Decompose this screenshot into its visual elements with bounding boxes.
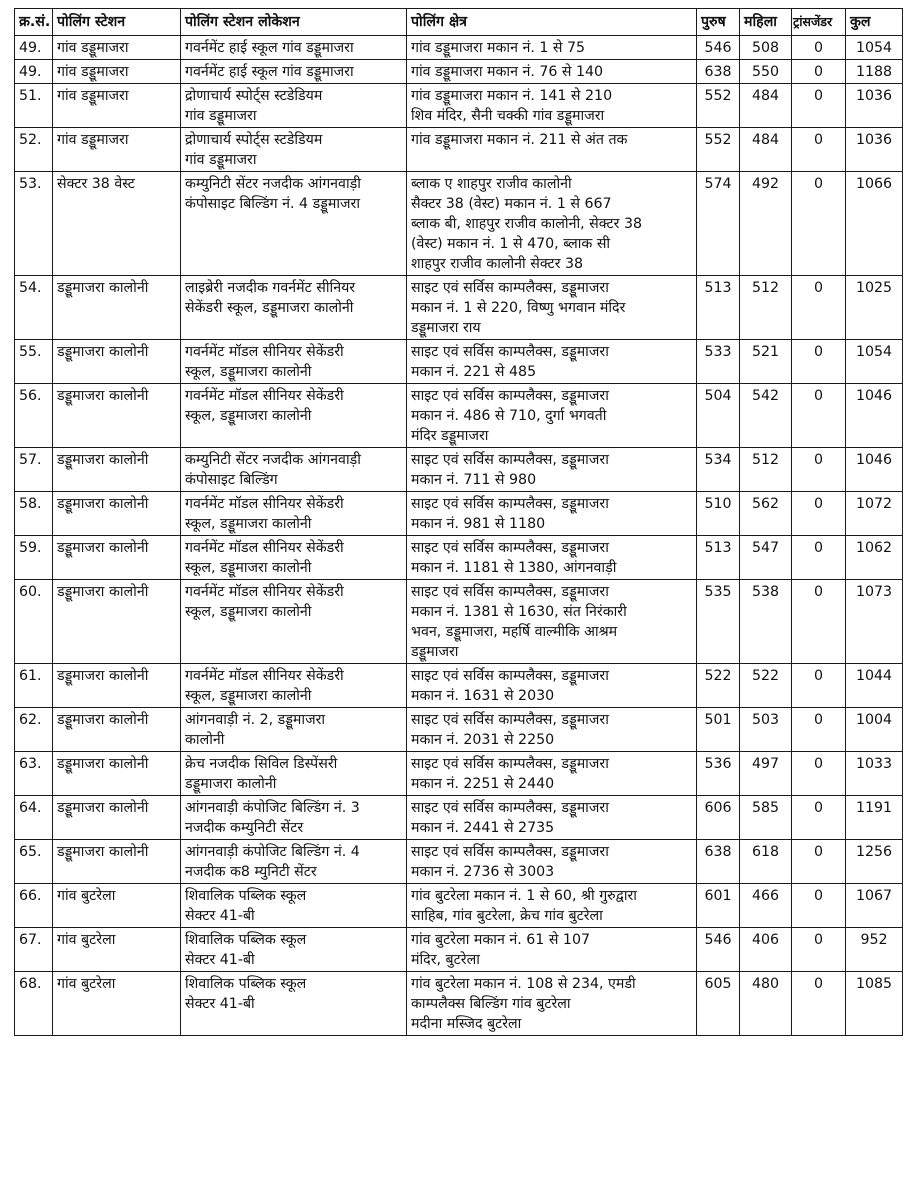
- cell-total: 1025: [846, 276, 903, 340]
- cell-female: 492: [740, 172, 792, 276]
- cell-area: [407, 492, 697, 536]
- cell-sr: 63.: [15, 752, 53, 796]
- cell-area-line: डड्डूमाजरा: [411, 644, 459, 660]
- cell-station-line: डड्डूमाजरा कालोनी: [57, 712, 149, 728]
- cell-area-line: ब्लाक बी, शाहपुर राजीव कालोनी, सेक्टर 38: [411, 216, 642, 232]
- cell-station: [53, 172, 181, 276]
- cell-location-line: कम्युनिटी सेंटर नजदीक आंगनवाड़ी: [185, 176, 361, 192]
- cell-location-line: गवर्नमेंट मॉडल सीनियर सेकेंडरी: [185, 388, 344, 404]
- cell-location: [181, 60, 407, 84]
- cell-male: 546: [697, 36, 740, 60]
- cell-area: [407, 448, 697, 492]
- cell-location-line: सेक्टर 41-बी: [185, 996, 255, 1012]
- cell-total: 1066: [846, 172, 903, 276]
- cell-total: 1036: [846, 84, 903, 128]
- cell-location: [181, 340, 407, 384]
- cell-area-line: शिव मंदिर, सैनी चक्की गांव डड्डूमाजरा: [411, 108, 605, 124]
- cell-station-line: सेक्टर 38 वेस्ट: [57, 176, 135, 192]
- cell-area: [407, 128, 697, 172]
- cell-area-line: मकान नं. 981 से 1180: [411, 516, 546, 532]
- cell-area-line: मकान नं. 1631 से 2030: [411, 688, 555, 704]
- cell-sr: 61.: [15, 664, 53, 708]
- cell-station: [53, 60, 181, 84]
- cell-location-line: लाइब्रेरी नजदीक गवर्नमेंट सीनियर: [185, 280, 356, 296]
- cell-sr: 65.: [15, 840, 53, 884]
- header-total: कुल: [846, 9, 903, 36]
- cell-location-line: कंपोसाइट बिल्डिंग: [185, 472, 278, 488]
- cell-area-line: गांव बुटरेला मकान नं. 1 से 60, श्री गुरुद्वारा: [411, 888, 637, 904]
- cell-location-line: शिवालिक पब्लिक स्कूल: [185, 932, 307, 948]
- cell-location-line: कंपोसाइट बिल्डिंग नं. 4 डड्डूमाजरा: [185, 196, 361, 212]
- cell-total: 1044: [846, 664, 903, 708]
- cell-area-line: मकान नं. 2251 से 2440: [411, 776, 555, 792]
- cell-station: [53, 84, 181, 128]
- cell-area: [407, 84, 697, 128]
- cell-male: 638: [697, 840, 740, 884]
- cell-sr: 56.: [15, 384, 53, 448]
- table-row: [15, 664, 903, 708]
- cell-sr: 68.: [15, 972, 53, 1036]
- cell-station-line: डड्डूमाजरा कालोनी: [57, 452, 149, 468]
- cell-male: 510: [697, 492, 740, 536]
- cell-location-line: सेकेंडरी स्कूल, डड्डूमाजरा कालोनी: [185, 300, 354, 316]
- cell-area-line: साइट एवं सर्विस काम्पलैक्स, डड्डूमाजरा: [411, 756, 609, 772]
- cell-female: 508: [740, 36, 792, 60]
- cell-area-line: मकान नं. 1381 से 1630, संत निरंकारी: [411, 604, 627, 620]
- table-row: [15, 492, 903, 536]
- cell-area: [407, 884, 697, 928]
- cell-location-line: स्कूल, डड्डूमाजरा कालोनी: [185, 688, 312, 704]
- cell-location-line: द्रोणाचार्य स्पोर्ट्स स्टडेडियम: [185, 88, 323, 104]
- cell-location-line: स्कूल, डड्डूमाजरा कालोनी: [185, 364, 312, 380]
- cell-male: 504: [697, 384, 740, 448]
- cell-station: [53, 664, 181, 708]
- cell-sr: 60.: [15, 580, 53, 664]
- cell-female: 503: [740, 708, 792, 752]
- cell-area-line: गांव डड्डूमाजरा मकान नं. 211 से अंत तक: [411, 132, 628, 148]
- cell-total: 1054: [846, 36, 903, 60]
- cell-location: [181, 276, 407, 340]
- cell-location: [181, 84, 407, 128]
- cell-area-line: गांव डड्डूमाजरा मकान नं. 141 से 210: [411, 88, 613, 104]
- cell-area: [407, 752, 697, 796]
- cell-total: 1073: [846, 580, 903, 664]
- cell-female: 522: [740, 664, 792, 708]
- cell-male: 522: [697, 664, 740, 708]
- cell-male: 601: [697, 884, 740, 928]
- cell-male: 513: [697, 536, 740, 580]
- cell-location: [181, 796, 407, 840]
- cell-location: [181, 884, 407, 928]
- cell-total: 1054: [846, 340, 903, 384]
- cell-area-line: मकान नं. 486 से 710, दुर्गा भगवती: [411, 408, 607, 424]
- cell-location-line: कम्युनिटी सेंटर नजदीक आंगनवाड़ी: [185, 452, 361, 468]
- cell-area: [407, 840, 697, 884]
- cell-location: [181, 536, 407, 580]
- cell-station-line: गांव डड्डूमाजरा: [57, 64, 129, 80]
- cell-transgender: 0: [792, 84, 846, 128]
- cell-location-line: गांव डड्डूमाजरा: [185, 152, 257, 168]
- cell-station-line: डड्डूमाजरा कालोनी: [57, 584, 149, 600]
- cell-station-line: गांव डड्डूमाजरा: [57, 132, 129, 148]
- cell-location: [181, 580, 407, 664]
- table-row: [15, 384, 903, 448]
- cell-location-line: गवर्नमेंट हाई स्कूल गांव डड्डूमाजरा: [185, 40, 354, 56]
- cell-location-line: डड्डूमाजरा कालोनी: [185, 776, 277, 792]
- cell-sr: 58.: [15, 492, 53, 536]
- cell-transgender: 0: [792, 384, 846, 448]
- cell-total: 1046: [846, 384, 903, 448]
- cell-transgender: 0: [792, 128, 846, 172]
- cell-male: 513: [697, 276, 740, 340]
- cell-area-line: साइट एवं सर्विस काम्पलैक्स, डड्डूमाजरा: [411, 800, 609, 816]
- cell-transgender: 0: [792, 448, 846, 492]
- cell-station: [53, 796, 181, 840]
- cell-transgender: 0: [792, 580, 846, 664]
- cell-station-line: डड्डूमाजरा कालोनी: [57, 800, 149, 816]
- cell-area-line: सैक्टर 38 (वेस्ट) मकान नं. 1 से 667: [411, 196, 612, 212]
- cell-transgender: 0: [792, 536, 846, 580]
- cell-station: [53, 276, 181, 340]
- cell-transgender: 0: [792, 796, 846, 840]
- cell-female: 512: [740, 276, 792, 340]
- cell-station-line: डड्डूमाजरा कालोनी: [57, 280, 149, 296]
- cell-location-line: गवर्नमेंट मॉडल सीनियर सेकेंडरी: [185, 668, 344, 684]
- cell-location-line: स्कूल, डड्डूमाजरा कालोनी: [185, 408, 312, 424]
- cell-female: 512: [740, 448, 792, 492]
- cell-station: [53, 884, 181, 928]
- cell-male: 546: [697, 928, 740, 972]
- cell-location-line: कालोनी: [185, 732, 225, 748]
- cell-sr: 66.: [15, 884, 53, 928]
- cell-female: 542: [740, 384, 792, 448]
- cell-female: 466: [740, 884, 792, 928]
- cell-male: 552: [697, 84, 740, 128]
- table-body: [15, 36, 903, 1036]
- cell-location-line: गवर्नमेंट मॉडल सीनियर सेकेंडरी: [185, 584, 344, 600]
- cell-station-line: डड्डूमाजरा कालोनी: [57, 844, 149, 860]
- cell-location: [181, 448, 407, 492]
- cell-area: [407, 972, 697, 1036]
- cell-total: 952: [846, 928, 903, 972]
- cell-area: [407, 536, 697, 580]
- header-female: महिला: [740, 9, 792, 36]
- table-row: [15, 84, 903, 128]
- cell-area-line: भवन, डड्डूमाजरा, महर्षि वाल्मीकि आश्रम: [411, 624, 618, 640]
- header-sr: क्र.सं.: [15, 9, 53, 36]
- cell-location: [181, 36, 407, 60]
- cell-sr: 49.: [15, 60, 53, 84]
- cell-sr: 51.: [15, 84, 53, 128]
- cell-location: [181, 752, 407, 796]
- cell-area-line: साइट एवं सर्विस काम्पलैक्स, डड्डूमाजरा: [411, 668, 609, 684]
- cell-station: [53, 840, 181, 884]
- cell-female: 585: [740, 796, 792, 840]
- cell-transgender: 0: [792, 36, 846, 60]
- cell-location-line: द्रोणाचार्य स्पोर्ट्स स्टडेडियम: [185, 132, 323, 148]
- table-row: [15, 796, 903, 840]
- cell-station: [53, 928, 181, 972]
- cell-station-line: गांव डड्डूमाजरा: [57, 40, 129, 56]
- cell-station-line: गांव डड्डूमाजरा: [57, 88, 129, 104]
- cell-station: [53, 340, 181, 384]
- cell-area-line: साइट एवं सर्विस काम्पलैक्स, डड्डूमाजरा: [411, 280, 609, 296]
- header-location: पोलिंग स्टेशन लोकेशन: [181, 9, 407, 36]
- cell-sr: 54.: [15, 276, 53, 340]
- cell-male: 574: [697, 172, 740, 276]
- table-row: [15, 972, 903, 1036]
- cell-station-line: डड्डूमाजरा कालोनी: [57, 388, 149, 404]
- cell-station: [53, 536, 181, 580]
- cell-location-line: गवर्नमेंट मॉडल सीनियर सेकेंडरी: [185, 496, 344, 512]
- cell-sr: 49.: [15, 36, 53, 60]
- cell-total: 1191: [846, 796, 903, 840]
- cell-location-line: क्रेच नजदीक सिविल डिस्पेंसरी: [185, 756, 338, 772]
- cell-male: 534: [697, 448, 740, 492]
- table-row: [15, 708, 903, 752]
- cell-location: [181, 128, 407, 172]
- cell-area: [407, 708, 697, 752]
- cell-sr: 52.: [15, 128, 53, 172]
- cell-location-line: नजदीक कम्युनिटी सेंटर: [185, 820, 304, 836]
- cell-station: [53, 384, 181, 448]
- cell-sr: 59.: [15, 536, 53, 580]
- cell-station: [53, 752, 181, 796]
- cell-station-line: डड्डूमाजरा कालोनी: [57, 540, 149, 556]
- table-row: [15, 884, 903, 928]
- cell-location-line: गांव डड्डूमाजरा: [185, 108, 257, 124]
- cell-station: [53, 128, 181, 172]
- cell-area-line: मकान नं. 221 से 485: [411, 364, 537, 380]
- cell-male: 606: [697, 796, 740, 840]
- cell-transgender: 0: [792, 492, 846, 536]
- cell-location-line: स्कूल, डड्डूमाजरा कालोनी: [185, 560, 312, 576]
- cell-female: 547: [740, 536, 792, 580]
- cell-area: [407, 60, 697, 84]
- cell-area: [407, 580, 697, 664]
- cell-station-line: गांव बुटरेला: [57, 976, 116, 992]
- cell-location-line: गवर्नमेंट हाई स्कूल गांव डड्डूमाजरा: [185, 64, 354, 80]
- cell-station: [53, 580, 181, 664]
- cell-female: 538: [740, 580, 792, 664]
- cell-area-line: गांव बुटरेला मकान नं. 108 से 234, एमडी: [411, 976, 636, 992]
- cell-male: 536: [697, 752, 740, 796]
- cell-area: [407, 276, 697, 340]
- cell-area-line: ब्लाक ए शाहपुर राजीव कालोनी: [411, 176, 572, 192]
- polling-stations-table: [14, 8, 903, 1036]
- cell-area-line: साइट एवं सर्विस काम्पलैक्स, डड्डूमाजरा: [411, 540, 609, 556]
- cell-female: 550: [740, 60, 792, 84]
- cell-female: 406: [740, 928, 792, 972]
- cell-transgender: 0: [792, 340, 846, 384]
- cell-station-line: डड्डूमाजरा कालोनी: [57, 668, 149, 684]
- cell-transgender: 0: [792, 664, 846, 708]
- cell-area: [407, 340, 697, 384]
- cell-station: [53, 36, 181, 60]
- cell-sr: 53.: [15, 172, 53, 276]
- cell-transgender: 0: [792, 172, 846, 276]
- cell-location-line: शिवालिक पब्लिक स्कूल: [185, 888, 307, 904]
- cell-location-line: गवर्नमेंट मॉडल सीनियर सेकेंडरी: [185, 344, 344, 360]
- cell-location-line: आंगनवाड़ी कंपोजिट बिल्डिंग नं. 3: [185, 800, 360, 816]
- cell-location-line: शिवालिक पब्लिक स्कूल: [185, 976, 307, 992]
- cell-total: 1036: [846, 128, 903, 172]
- cell-male: 535: [697, 580, 740, 664]
- cell-female: 521: [740, 340, 792, 384]
- cell-location: [181, 840, 407, 884]
- header-transgender: ट्रांसजेंडर: [792, 9, 846, 36]
- cell-location: [181, 492, 407, 536]
- cell-location-line: आंगनवाड़ी कंपोजिट बिल्डिंग नं. 4: [185, 844, 360, 860]
- header-area: पोलिंग क्षेत्र: [407, 9, 697, 36]
- cell-station: [53, 972, 181, 1036]
- cell-transgender: 0: [792, 928, 846, 972]
- cell-location: [181, 664, 407, 708]
- cell-area-line: साइट एवं सर्विस काम्पलैक्स, डड्डूमाजरा: [411, 452, 609, 468]
- cell-area-line: साइट एवं सर्विस काम्पलैक्स, डड्डूमाजरा: [411, 584, 609, 600]
- table-row: [15, 340, 903, 384]
- cell-station: [53, 708, 181, 752]
- cell-transgender: 0: [792, 884, 846, 928]
- cell-male: 533: [697, 340, 740, 384]
- cell-area-line: गांव बुटरेला मकान नं. 61 से 107: [411, 932, 590, 948]
- cell-total: 1033: [846, 752, 903, 796]
- table-row: [15, 36, 903, 60]
- cell-sr: 64.: [15, 796, 53, 840]
- cell-location: [181, 972, 407, 1036]
- cell-station: [53, 492, 181, 536]
- cell-female: 497: [740, 752, 792, 796]
- cell-area-line: काम्पलैक्स बिल्डिंग गांव बुटरेला: [411, 996, 571, 1012]
- cell-station-line: डड्डूमाजरा कालोनी: [57, 344, 149, 360]
- cell-area: [407, 36, 697, 60]
- cell-sr: 57.: [15, 448, 53, 492]
- cell-area-line: मकान नं. 711 से 980: [411, 472, 537, 488]
- cell-location: [181, 708, 407, 752]
- cell-male: 605: [697, 972, 740, 1036]
- cell-area: [407, 796, 697, 840]
- cell-total: 1085: [846, 972, 903, 1036]
- cell-female: 484: [740, 84, 792, 128]
- table-row: [15, 928, 903, 972]
- cell-transgender: 0: [792, 60, 846, 84]
- cell-location-line: सेक्टर 41-बी: [185, 908, 255, 924]
- cell-area: [407, 664, 697, 708]
- cell-station-line: डड्डूमाजरा कालोनी: [57, 756, 149, 772]
- cell-area-line: डड्डूमाजरा राय: [411, 320, 481, 336]
- cell-area-line: साइट एवं सर्विस काम्पलैक्स, डड्डूमाजरा: [411, 712, 609, 728]
- cell-transgender: 0: [792, 708, 846, 752]
- cell-female: 618: [740, 840, 792, 884]
- cell-location-line: सेक्टर 41-बी: [185, 952, 255, 968]
- cell-area-line: साइट एवं सर्विस काम्पलैक्स, डड्डूमाजरा: [411, 496, 609, 512]
- cell-transgender: 0: [792, 276, 846, 340]
- cell-station-line: गांव बुटरेला: [57, 932, 116, 948]
- cell-area-line: मकान नं. 2441 से 2735: [411, 820, 555, 836]
- cell-male: 501: [697, 708, 740, 752]
- cell-location-line: स्कूल, डड्डूमाजरा कालोनी: [185, 604, 312, 620]
- cell-total: 1188: [846, 60, 903, 84]
- header-station: पोलिंग स्टेशन: [53, 9, 181, 36]
- cell-transgender: 0: [792, 752, 846, 796]
- cell-area-line: साइट एवं सर्विस काम्पलैक्स, डड्डूमाजरा: [411, 844, 609, 860]
- cell-area-line: साइट एवं सर्विस काम्पलैक्स, डड्डूमाजरा: [411, 388, 609, 404]
- cell-total: 1256: [846, 840, 903, 884]
- cell-sr: 62.: [15, 708, 53, 752]
- cell-location-line: गवर्नमेंट मॉडल सीनियर सेकेंडरी: [185, 540, 344, 556]
- cell-transgender: 0: [792, 840, 846, 884]
- cell-area-line: गांव डड्डूमाजरा मकान नं. 1 से 75: [411, 40, 586, 56]
- cell-total: 1067: [846, 884, 903, 928]
- table-row: [15, 752, 903, 796]
- cell-area-line: गांव डड्डूमाजरा मकान नं. 76 से 140: [411, 64, 604, 80]
- cell-location-line: नजदीक क8 म्युनिटी सेंटर: [185, 864, 317, 880]
- cell-total: 1046: [846, 448, 903, 492]
- cell-area-line: (वेस्ट) मकान नं. 1 से 470, ब्लाक सी: [411, 236, 611, 252]
- cell-sr: 67.: [15, 928, 53, 972]
- cell-sr: 55.: [15, 340, 53, 384]
- cell-location-line: स्कूल, डड्डूमाजरा कालोनी: [185, 516, 312, 532]
- cell-station-line: गांव बुटरेला: [57, 888, 116, 904]
- cell-area-line: शाहपुर राजीव कालोनी सेक्टर 38: [411, 256, 584, 272]
- cell-area-line: साहिब, गांव बुटरेला, क्रेच गांव बुटरेला: [411, 908, 603, 924]
- table-row: [15, 448, 903, 492]
- table-header-row: [15, 9, 903, 36]
- cell-area-line: मकान नं. 2736 से 3003: [411, 864, 555, 880]
- cell-area-line: मकान नं. 1181 से 1380, आंगनवाड़ी: [411, 560, 617, 576]
- table-row: [15, 172, 903, 276]
- cell-location: [181, 384, 407, 448]
- cell-station: [53, 448, 181, 492]
- cell-area-line: मंदिर, बुटरेला: [411, 952, 480, 968]
- table-row: [15, 580, 903, 664]
- cell-area-line: मकान नं. 1 से 220, विष्णु भगवान मंदिर: [411, 300, 626, 316]
- table-row: [15, 840, 903, 884]
- cell-male: 552: [697, 128, 740, 172]
- cell-area-line: मंदिर डड्डूमाजरा: [411, 428, 489, 444]
- cell-female: 562: [740, 492, 792, 536]
- table-row: [15, 128, 903, 172]
- cell-total: 1004: [846, 708, 903, 752]
- cell-location: [181, 172, 407, 276]
- cell-station-line: डड्डूमाजरा कालोनी: [57, 496, 149, 512]
- cell-area: [407, 384, 697, 448]
- cell-area-line: मदीना मस्जिद बुटरेला: [411, 1016, 522, 1032]
- cell-area-line: साइट एवं सर्विस काम्पलैक्स, डड्डूमाजरा: [411, 344, 609, 360]
- table-row: [15, 536, 903, 580]
- table-row: [15, 60, 903, 84]
- table-row: [15, 276, 903, 340]
- cell-female: 480: [740, 972, 792, 1036]
- cell-female: 484: [740, 128, 792, 172]
- cell-area: [407, 928, 697, 972]
- cell-location: [181, 928, 407, 972]
- cell-total: 1072: [846, 492, 903, 536]
- cell-transgender: 0: [792, 972, 846, 1036]
- cell-total: 1062: [846, 536, 903, 580]
- cell-location-line: आंगनवाड़ी नं. 2, डड्डूमाजरा: [185, 712, 326, 728]
- cell-area: [407, 172, 697, 276]
- header-male: पुरुष: [697, 9, 740, 36]
- cell-area-line: मकान नं. 2031 से 2250: [411, 732, 555, 748]
- cell-male: 638: [697, 60, 740, 84]
